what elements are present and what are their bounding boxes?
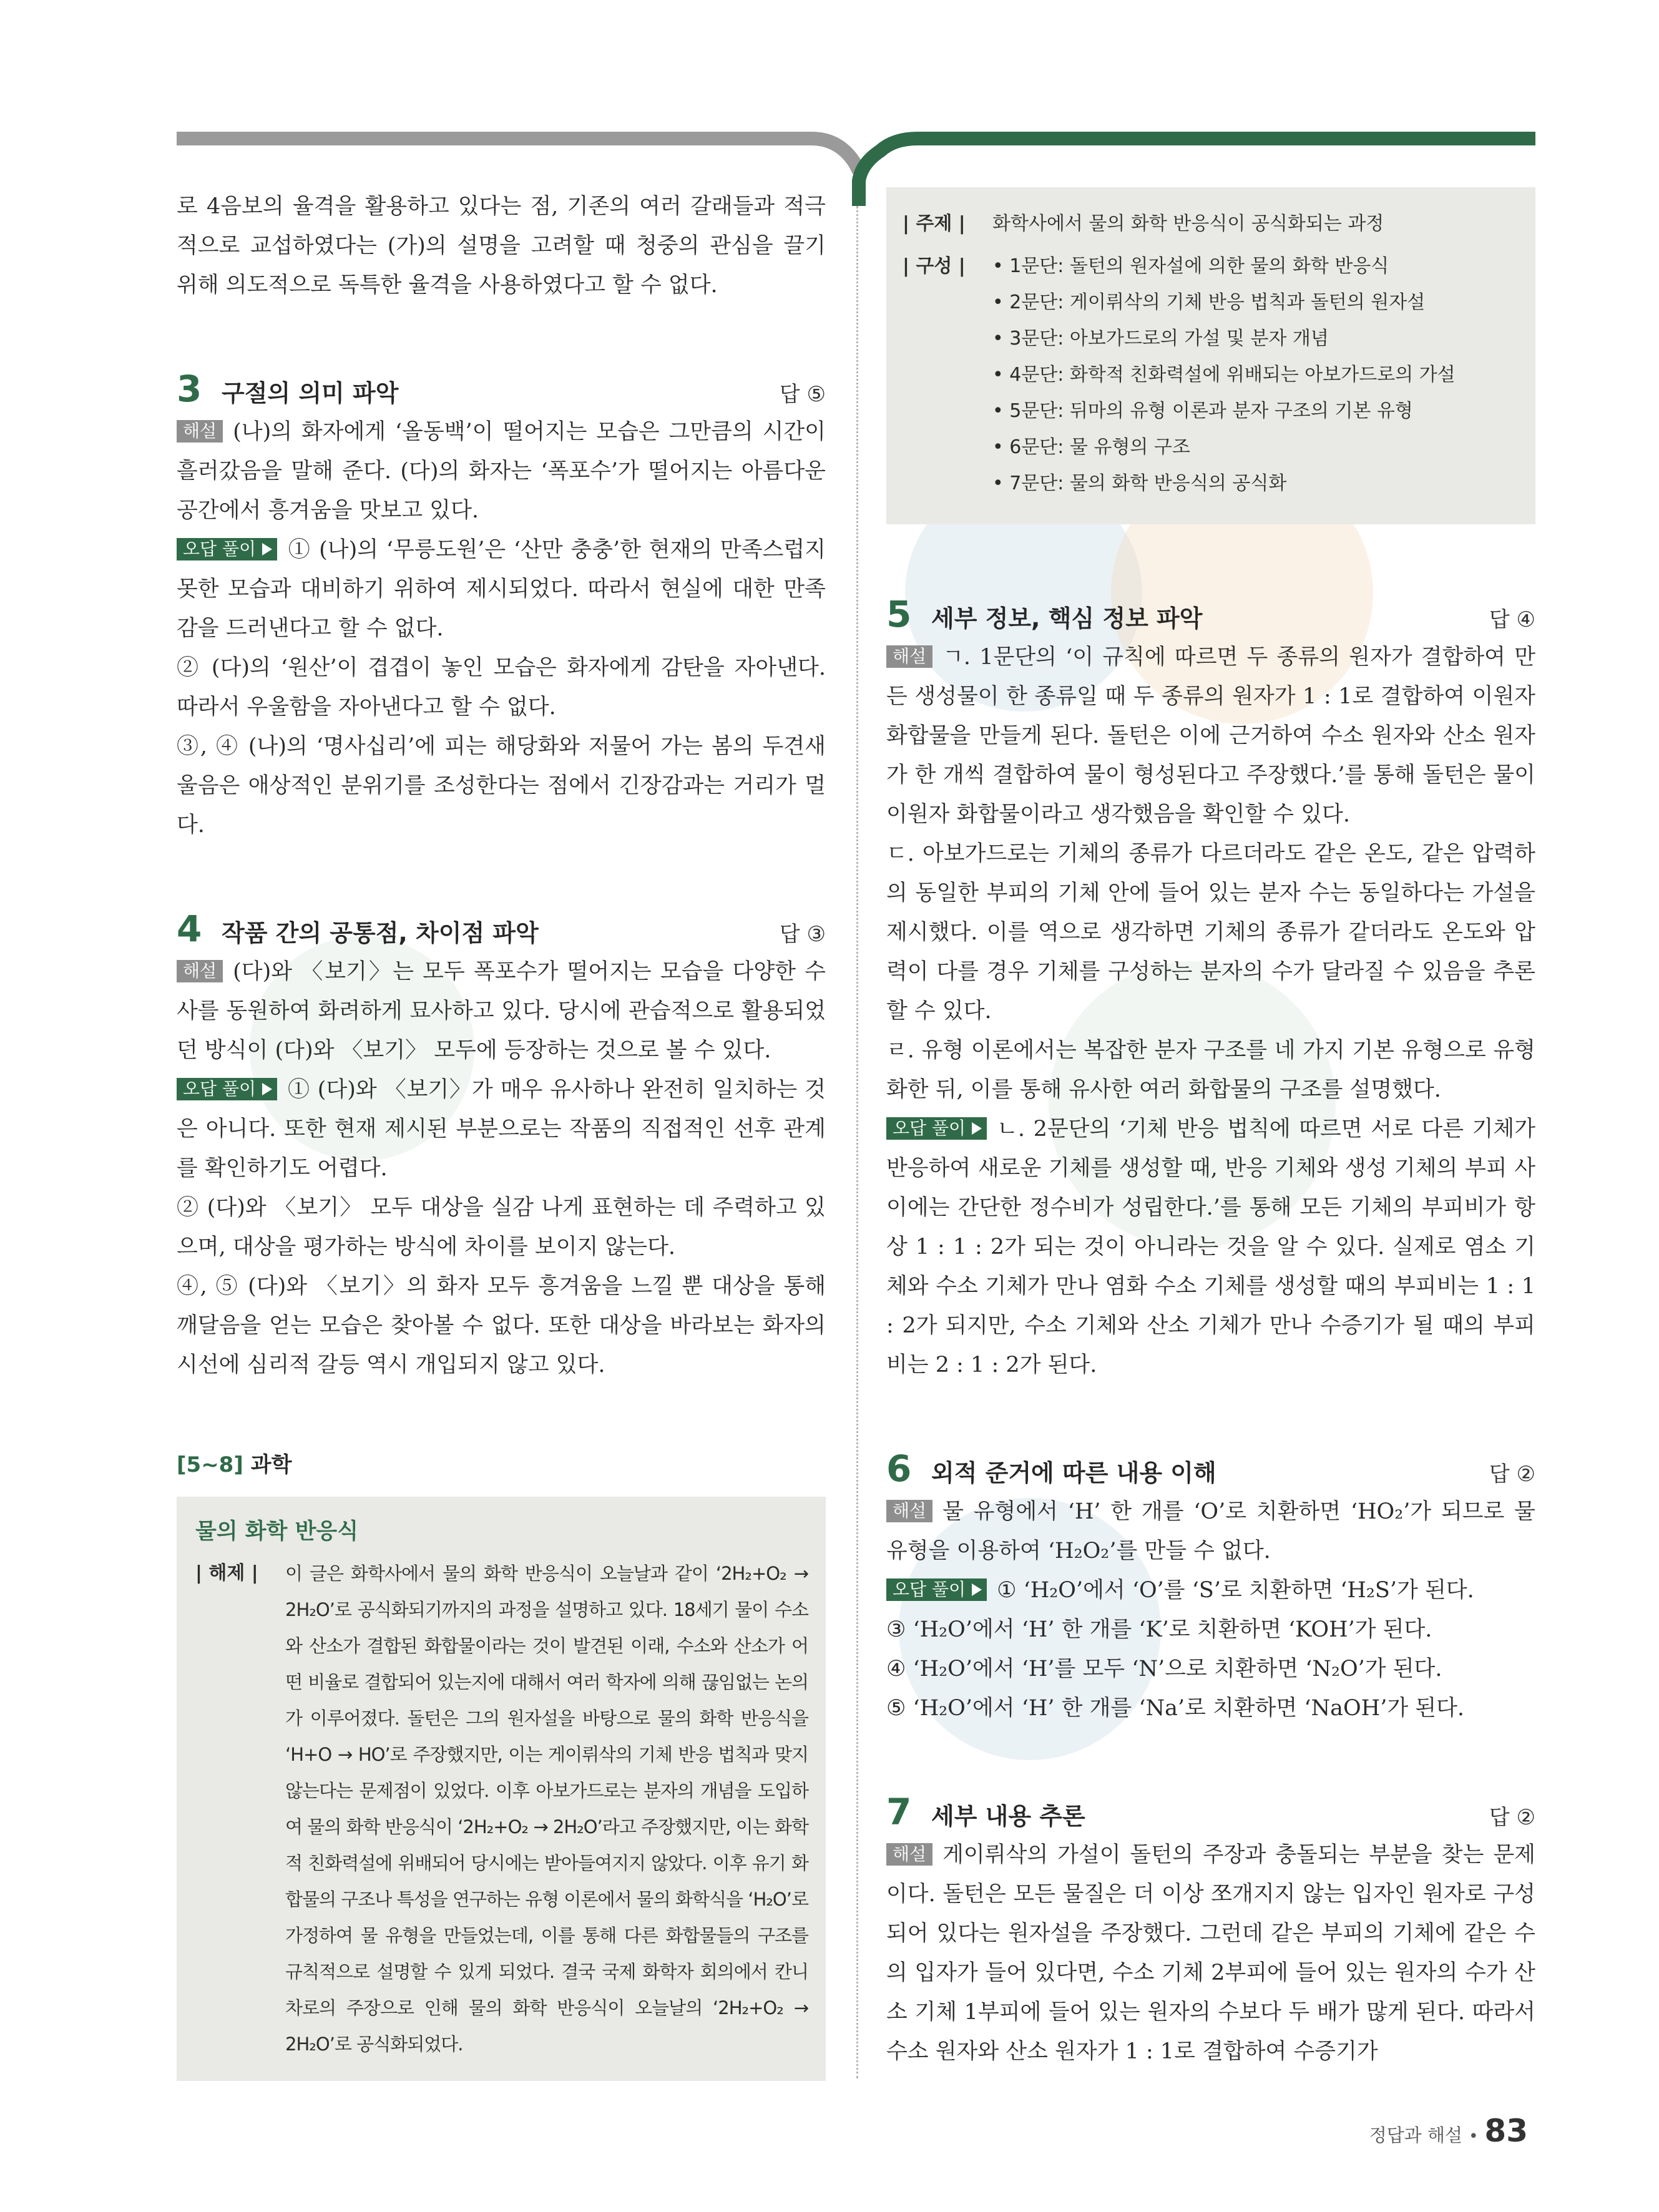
wrong-answer-tag: 오답 풀이 <box>177 1078 277 1100</box>
q3-heading <box>177 368 826 413</box>
q3-explanation: (나)의 화자에게 ‘올동백’이 떨어지는 모습은 그만큼의 시간이 흘러갔음을 말해 준다. (다)의 화자는 ‘폭포수’가 떨어지는 아름다운 공간에서 흥겨움을 맛보고 있다. <box>177 419 826 523</box>
passage-text: 이 글은 화학사에서 물의 화학 반응식이 오늘날과 같이 ‘2H₂+O₂ → 2H₂O’로 공식화되기까지의 과정을 설명하고 있다. 18세기 물이 수소와 산소가 결합된 화합물이라는 것이 발견된 이래, 수소와 산소가 어떤 비율로 결합되어 있는지에 대해서 여러 학자에 의해 끊임없는 논의가 이루어졌다. 돌턴은 그의 원자설을 바탕으로 물의 화학 반응식을 ‘H+O → HO’로 주장했지만, 이는 게이뤼삭의 기체 반응 법칙과 맞지 않는다는 문제점이 있었다. 이후 아보가드로는 분자의 개념을 도입하여 물의 화학 반응식이 ‘2H₂+O₂ → 2H₂O’라고 주장했지만, 이는 화학적 친화력설에 위배되어 당시에는 받아들여지지 않았다. 이후 유기 화합물의 구조나 특성을 연구하는 유형 이론에서 물의 화학식을 ‘H₂O’로 가정하여 물 유형을 만들었는데, 이를 통해 다른 화합물들의 구조를 규칙적으로 설명할 수 있게 되었다. 결국 국제 화학자 회의에서 칸니차로의 주장으로 인해 물의 화학 반응식이 오늘날의 ‘2H₂+O₂ → 2H₂O’로 공식화되었다. <box>285 1563 808 2055</box>
q7-answer: 답 ② <box>1489 1805 1535 1830</box>
passage-title: 물의 화학 반응식 <box>195 1519 359 1544</box>
page-number: 83 <box>1484 2113 1528 2149</box>
passage-summary-box <box>177 1497 826 2081</box>
theme-label: | 주제 | <box>903 213 966 235</box>
q5-explanation-2: ㄷ. 아보가드로는 기체의 종류가 다르더라도 같은 온도, 같은 압력하의 동일한 부피의 기체 안에 들어 있는 분자 수는 동일하다는 가설을 제시했다. 이를 역으로 생각하면 기체의 종류가 같더라도 온도와 압력이 다를 경우 기체를 구성하는 분자의 수가 달라질 수 있음을 추론할 수 있다. <box>886 841 1535 1024</box>
theme-structure-box <box>886 187 1535 524</box>
section-range: [5~8] <box>177 1452 243 1477</box>
section-subject: 과학 <box>250 1452 292 1477</box>
q3-answer: 답 ⑤ <box>779 382 826 407</box>
q4-number: 4 <box>177 908 202 950</box>
q4-explanation: (다)와 〈보기〉는 모두 폭포수가 떨어지는 모습을 다양한 수사를 동원하여 화려하게 묘사하고 있다. 당시에 관습적으로 활용되었던 방식이 (다)와 〈보기〉 모두에 등장하는 것으로 볼 수 있다. <box>177 959 826 1063</box>
q6-answer: 답 ② <box>1489 1462 1535 1487</box>
structure-item: • 1문단: 돌턴의 원자설에 의한 물의 화학 반응식 <box>992 255 1389 277</box>
q5-explanation-3: ㄹ. 유형 이론에서는 복잡한 분자 구조를 네 가지 기본 유형으로 유형화한 뒤, 이를 통해 유사한 여러 화합물의 구조를 설명했다. <box>886 1038 1535 1102</box>
structure-item: • 2문단: 게이뤼삭의 기체 반응 법칙과 돌턴의 원자설 <box>992 291 1426 313</box>
footer-separator: • <box>1469 2127 1479 2146</box>
q7-heading <box>886 1791 1535 1836</box>
intro-paragraph: 로 4음보의 율격을 활용하고 있다는 점, 기존의 여러 갈래들과 적극적으로 교섭하였다는 (가)의 설명을 고려할 때 청중의 관심을 끌기 위해 의도적으로 독특한 율격을 사용하였다고 할 수 없다. <box>177 194 826 298</box>
right-column <box>886 187 1535 2072</box>
column-divider <box>856 206 858 2078</box>
q4-body <box>177 952 826 1385</box>
q6-wrong-3: ④ ‘H₂O’에서 ‘H’를 모두 ‘N’으로 치환하면 ‘N₂O’가 된다. <box>886 1657 1442 1681</box>
q5-number: 5 <box>886 593 912 635</box>
left-column <box>177 187 826 2081</box>
section-label <box>177 1447 826 1478</box>
wrong-answer-tag: 오답 풀이 <box>886 1117 987 1140</box>
q7-title: 세부 내용 추론 <box>931 1803 1085 1830</box>
page-footer <box>1369 2113 1528 2149</box>
explanation-tag: 해설 <box>177 420 223 443</box>
wrong-answer-tag: 오답 풀이 <box>886 1578 987 1601</box>
structure-item: • 5문단: 뒤마의 유형 이론과 분자 구조의 기본 유형 <box>992 400 1413 422</box>
explanation-tag: 해설 <box>886 1843 932 1866</box>
footer-label: 정답과 해설 <box>1369 2125 1463 2146</box>
explanation-tag: 해설 <box>886 1500 932 1522</box>
theme-text: 화학사에서 물의 화학 반응식이 공식화되는 과정 <box>992 213 1384 235</box>
explanation-tag: 해설 <box>886 645 932 668</box>
q3-number: 3 <box>177 368 202 410</box>
q5-answer: 답 ④ <box>1489 607 1535 632</box>
q3-title: 구절의 의미 파악 <box>222 379 399 407</box>
q5-title: 세부 정보, 핵심 정보 파악 <box>931 605 1203 632</box>
q4-title: 작품 간의 공통점, 차이점 파악 <box>222 919 539 947</box>
explanation-tag: 해설 <box>177 960 223 982</box>
q5-body <box>886 638 1535 1385</box>
passage-label: | 해제 | <box>195 1562 258 1584</box>
q3-wrong-3: ③, ④ (나)의 ‘명사십리’에 피는 해당화와 저물어 가는 봄의 두견새 울음은 애상적인 분위기를 조성한다는 점에서 긴장감과는 거리가 멀다. <box>177 734 826 838</box>
header-gray-line <box>177 139 859 171</box>
structure-label: | 구성 | <box>903 255 966 277</box>
q6-wrong-2: ③ ‘H₂O’에서 ‘H’ 한 개를 ‘K’로 치환하면 ‘KOH’가 된다. <box>886 1617 1432 1642</box>
q7-explanation: 게이뤼삭의 가설이 돌턴의 주장과 충돌되는 부분을 찾는 문제이다. 돌턴은 모든 물질은 더 이상 쪼개지지 않는 입자인 원자로 구성되어 있다는 원자설을 주장했다. 그런데 같은 부피의 기체에 같은 수의 입자가 들어 있다면, 수소 기체 2부피에 들어 있는 원자의 수가 산소 기체 1부피에 들어 있는 원자의 수보다 두 배가 많게 된다. 따라서 수소 원자와 산소 원자가 1 : 1로 결합하여 수증기가 <box>886 1843 1535 2064</box>
structure-list <box>992 248 1456 502</box>
q6-body <box>886 1492 1535 1728</box>
q3-body <box>177 413 826 845</box>
structure-item: • 3문단: 아보가드로의 가설 및 분자 개념 <box>992 328 1329 350</box>
q6-wrong-1: ① ‘H₂O’에서 ‘O’를 ‘S’로 치환하면 ‘H₂S’가 된다. <box>997 1578 1474 1603</box>
q5-heading <box>886 593 1535 638</box>
structure-item: • 4문단: 화학적 친화력설에 위배되는 아보가드로의 가설 <box>992 364 1456 386</box>
q4-heading <box>177 908 826 952</box>
q4-answer: 답 ③ <box>779 922 826 947</box>
wrong-answer-tag: 오답 풀이 <box>177 538 277 560</box>
q4-wrong-3: ④, ⑤ (다)와 〈보기〉의 화자 모두 흥겨움을 느낄 뿐 대상을 통해 깨달음을 얻는 모습은 찾아볼 수 없다. 또한 대상을 바라보는 화자의 시선에 심리적 갈등 역시 개입되지 않고 있다. <box>177 1274 826 1378</box>
q4-wrong-1: ① (다)와 〈보기〉가 매우 유사하나 완전히 일치하는 것은 아니다. 또한 현재 제시된 부분으로는 작품의 직접적인 선후 관계를 확인하기도 어렵다. <box>177 1077 826 1181</box>
q5-wrong-1: ㄴ. 2문단의 ‘기체 반응 법칙에 따르면 서로 다른 기체가 반응하여 새로운 기체를 생성할 때, 반응 기체와 생성 기체의 부피 사이에는 간단한 정수비가 성립한다.’를 통해 모든 기체의 부피비가 항상 1 : 1 : 2가 되는 것이 아니라는 것을 알 수 있다. 실제로 염소 기체와 수소 기체가 만나 염화 수소 기체를 생성할 때의 부피비는 1 : 1 : 2가 되지만, 수소 기체와 산소 기체가 만나 수증기가 될 때의 부피비는 2 : 1 : 2가 된다. <box>886 1117 1535 1378</box>
q4-wrong-2: ② (다)와 〈보기〉 모두 대상을 실감 나게 표현하는 데 주력하고 있으며, 대상을 평가하는 방식에 차이를 보이지 않는다. <box>177 1195 826 1260</box>
structure-item: • 7문단: 물의 화학 반응식의 공식화 <box>992 472 1287 494</box>
q6-number: 6 <box>886 1447 912 1490</box>
structure-item: • 6문단: 물 유형의 구조 <box>992 436 1190 458</box>
q6-title: 외적 준거에 따른 내용 이해 <box>931 1459 1216 1487</box>
q7-body <box>886 1836 1535 2072</box>
q6-wrong-4: ⑤ ‘H₂O’에서 ‘H’ 한 개를 ‘Na’로 치환하면 ‘NaOH’가 된다. <box>886 1696 1465 1721</box>
q3-wrong-1: ① (나)의 ‘무릉도원’은 ‘산만 충충’한 현재의 만족스럽지 못한 모습과 대비하기 위하여 제시되었다. 따라서 현실에 대한 만족감을 드러낸다고 할 수 없다. <box>177 537 826 641</box>
q6-explanation: 물 유형에서 ‘H’ 한 개를 ‘O’로 치환하면 ‘HO₂’가 되므로 물 유형을 이용하여 ‘H₂O₂’를 만들 수 없다. <box>886 1499 1535 1564</box>
q3-wrong-2: ② (다)의 ‘원산’이 겹겹이 놓인 모습은 화자에게 감탄을 자아낸다. 따라서 우울함을 자아낸다고 할 수 없다. <box>177 655 826 720</box>
q5-explanation-1: ㄱ. 1문단의 ‘이 규칙에 따르면 두 종류의 원자가 결합하여 만든 생성물이 한 종류일 때 두 종류의 원자가 1 : 1로 결합하여 이원자 화합물을 만들게 된다. 돌턴은 이에 근거하여 수소 원자와 산소 원자가 한 개씩 결합하여 물이 형성된다고 주장했다.’를 통해 돌턴은 물이 이원자 화합물이라고 생각했음을 확인할 수 있다. <box>886 645 1535 827</box>
q7-number: 7 <box>886 1791 912 1833</box>
q6-heading <box>886 1447 1535 1492</box>
